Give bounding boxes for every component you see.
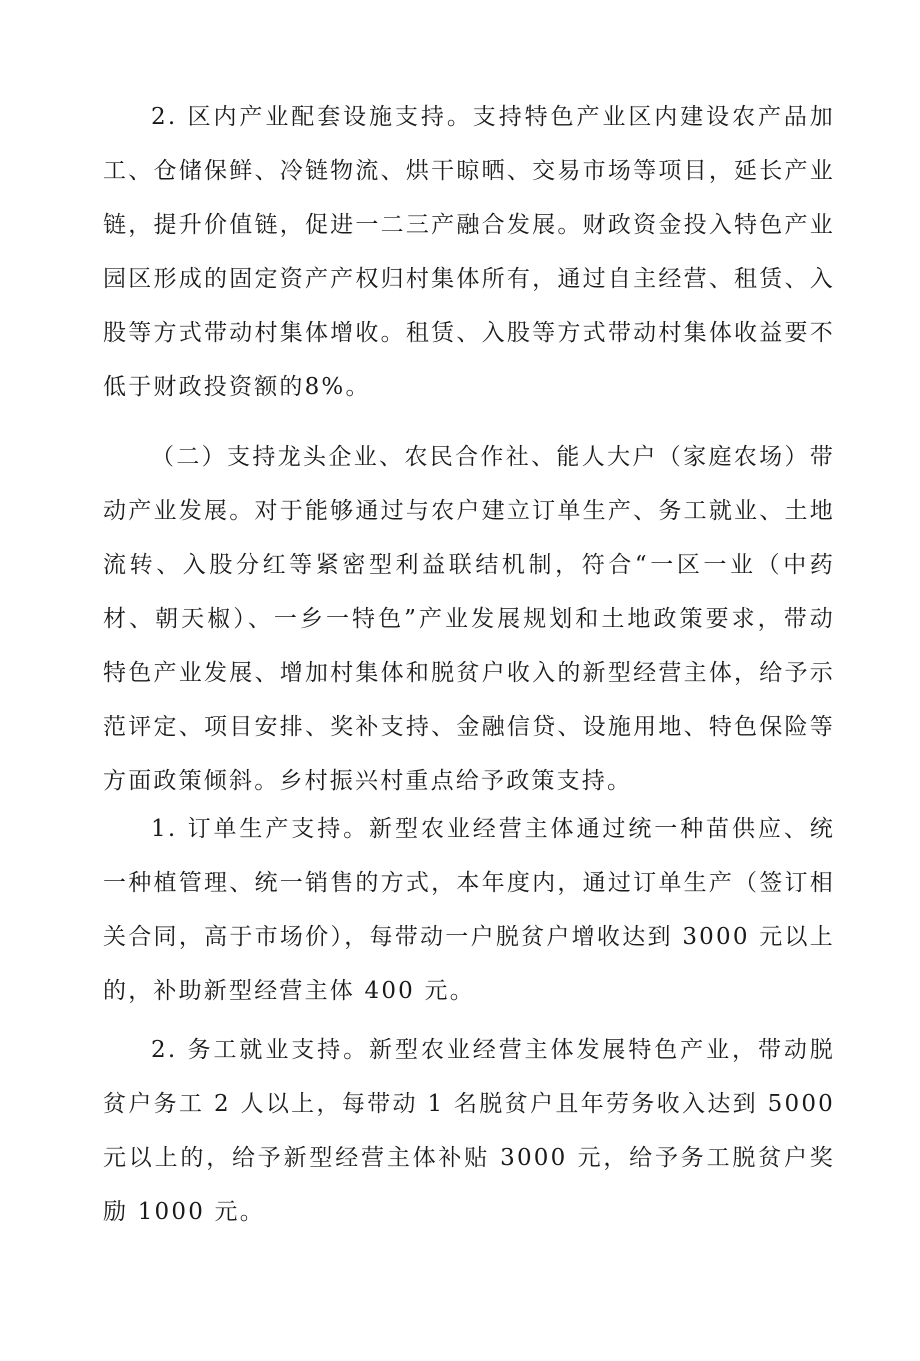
paragraph-order-production-support: 1. 订单生产支持。新型农业经营主体通过统一种苗供应、统一种植管理、统一销售的方式，本年度内，通过订单生产（签订相关合同，高于市场价），每带动一户脱贫户增收达到 3000 元以上的，补助新型经营主体 400 元。 — [103, 816, 835, 1004]
paragraph-leading-enterprise-support: （二）支持龙头企业、农民合作社、能人大户（家庭农场）带动产业发展。对于能够通过与农户建立订单生产、务工就业、土地流转、入股分红等紧密型利益联结机制，符合“一区一业（中药材、朝天椒）、一乡一特色”产业发展规划和土地政策要求，带动特色产业发展、增加村集体和脱贫户收入的新型经营主体，给予示范评定、项目安排、奖补支持、金融信贷、设施用地、特色保险等方面政策倾斜。乡村振兴村重点给予政策支持。 — [103, 444, 835, 794]
paragraph-employment-support: 2. 务工就业支持。新型农业经营主体发展特色产业，带动脱贫户务工 2 人以上，每带动 1 名脱贫户且年劳务收入达到 5000元以上的，给予新型经营主体补贴 3000 元，给予务工脱贫户奖励 1000 元。 — [103, 1037, 835, 1225]
paragraph-facility-support: 2. 区内产业配套设施支持。支持特色产业区内建设农产品加工、仓储保鲜、冷链物流、烘干晾晒、交易市场等项目，延长产业链，提升价值链，促进一二三产融合发展。财政资金投入特色产业园区形成的固定资产产权归村集体所有，通过自主经营、租赁、入股等方式带动村集体增收。租赁、入股等方式带动村集体收益要不低于财政投资额的8%。 — [103, 104, 835, 400]
